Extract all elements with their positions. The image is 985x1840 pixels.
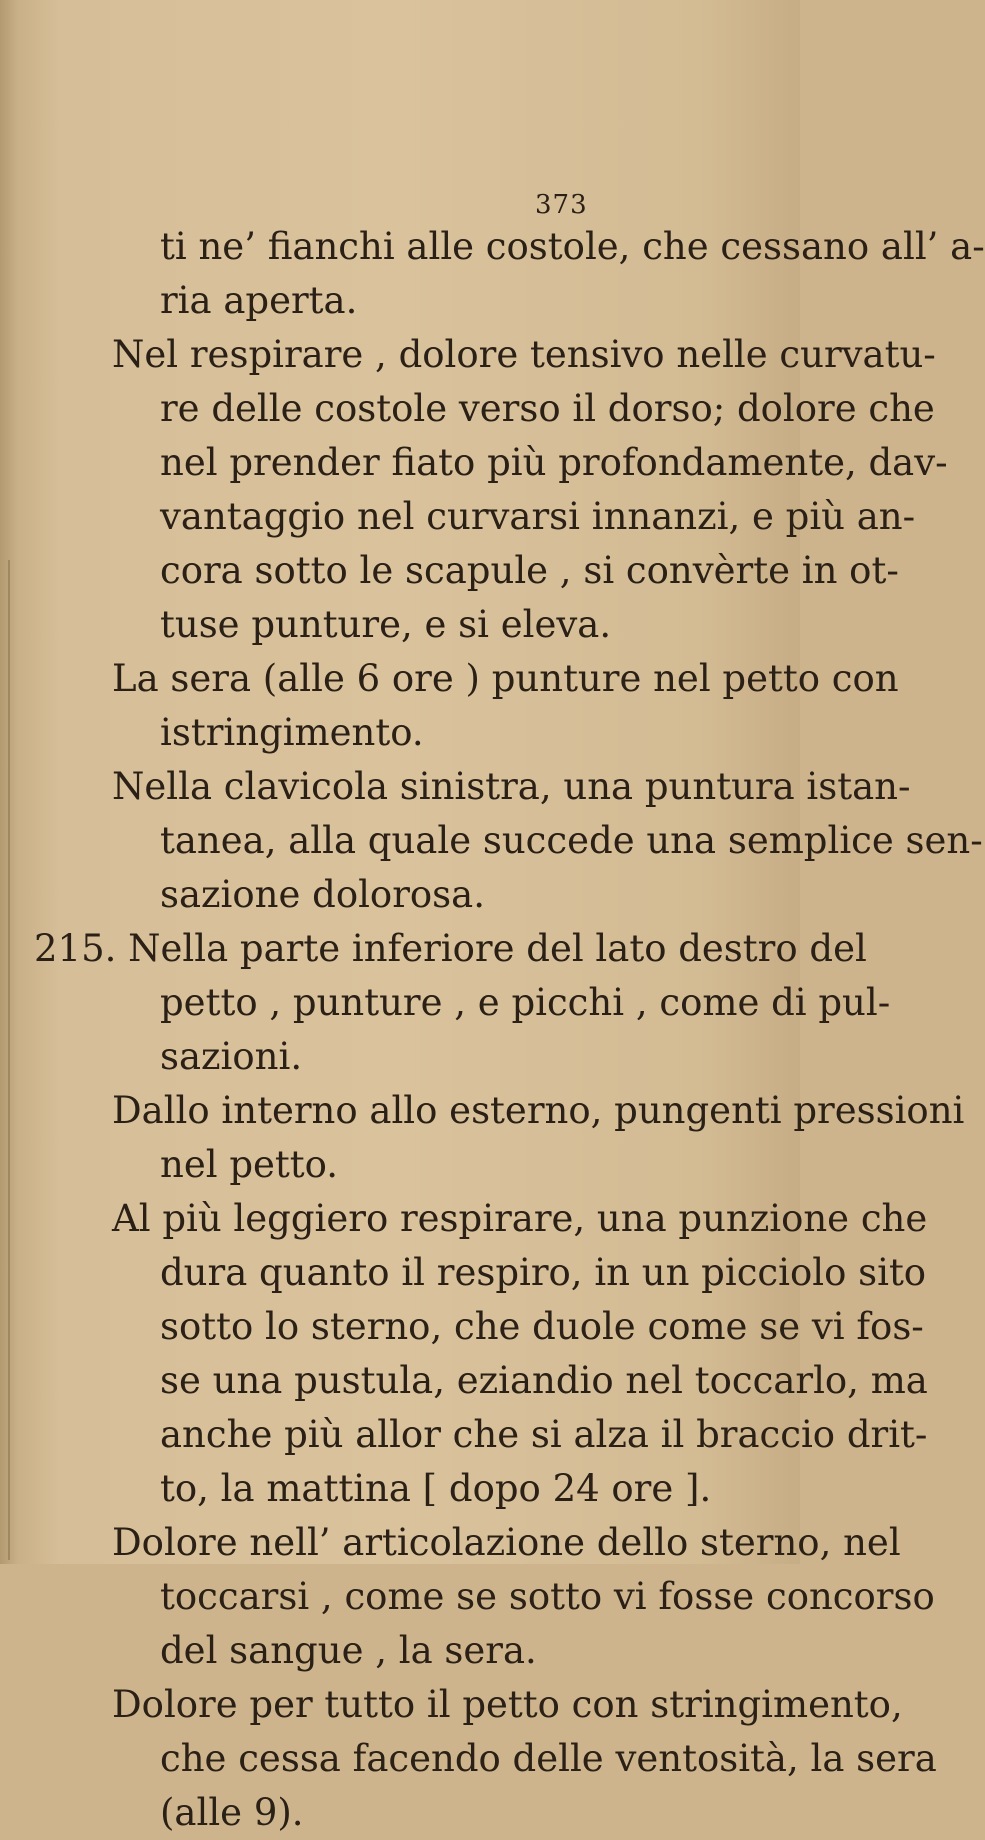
text-line: ti ne’ fianchi alle costole, che cessano all’ a-	[160, 225, 985, 268]
text-line: Al più leggiero respirare, una punzione che	[112, 1197, 928, 1240]
text-line: petto , punture , e picchi , come di pul-	[160, 981, 891, 1024]
text-line: che cessa facendo delle ventosità, la sera	[160, 1737, 937, 1780]
text-line: sotto lo sterno, che duole come se vi fos-	[160, 1305, 924, 1348]
text-line: toccarsi , come se sotto vi fosse concorso	[160, 1575, 935, 1618]
text-line: Dolore nell’ articolazione dello sterno, nel	[112, 1521, 901, 1564]
text-line: Dolore per tutto il petto con stringimento,	[112, 1683, 903, 1726]
text-line: sazioni.	[160, 1035, 303, 1078]
text-line: vantaggio nel curvarsi innanzi, e più an-	[160, 495, 916, 538]
text-line: istringimento.	[160, 711, 424, 754]
text-line: re delle costole verso il dorso; dolore che	[160, 387, 935, 430]
text-line: tuse punture, e si eleva.	[160, 603, 612, 646]
text-line: sazione dolorosa.	[160, 873, 485, 916]
text-line: to, la mattina [ dopo 24 ore ].	[160, 1467, 712, 1510]
text-line: (alle 9).	[160, 1791, 304, 1834]
text-line: cora sotto le scapule , si convèrte in ot-	[160, 549, 899, 592]
page-edge-shadow	[8, 560, 10, 1560]
text-line: del sangue , la sera.	[160, 1629, 537, 1672]
body-text	[34, 220, 985, 1840]
text-line: Nel respirare , dolore tensivo nelle curvatu-	[112, 333, 936, 376]
page-number: 373	[535, 190, 588, 220]
text-line: Nella clavicola sinistra, una puntura istan-	[112, 765, 911, 808]
text-line: nel petto.	[160, 1143, 339, 1186]
text-line: se una pustula, eziandio nel toccarlo, ma	[160, 1359, 928, 1402]
text-line: 215. Nella parte inferiore del lato destro del	[34, 927, 867, 970]
text-line: ria aperta.	[160, 279, 358, 322]
text-line: La sera (alle 6 ore ) punture nel petto con	[112, 657, 899, 700]
text-line: dura quanto il respiro, in un picciolo sito	[160, 1251, 927, 1294]
text-line: Dallo interno allo esterno, pungenti pressioni	[112, 1089, 965, 1132]
text-line: tanea, alla quale succede una semplice sen-	[160, 819, 983, 862]
text-line: anche più allor che si alza il braccio drit-	[160, 1413, 928, 1456]
text-line: nel prender fiato più profondamente, dav-	[160, 441, 948, 484]
